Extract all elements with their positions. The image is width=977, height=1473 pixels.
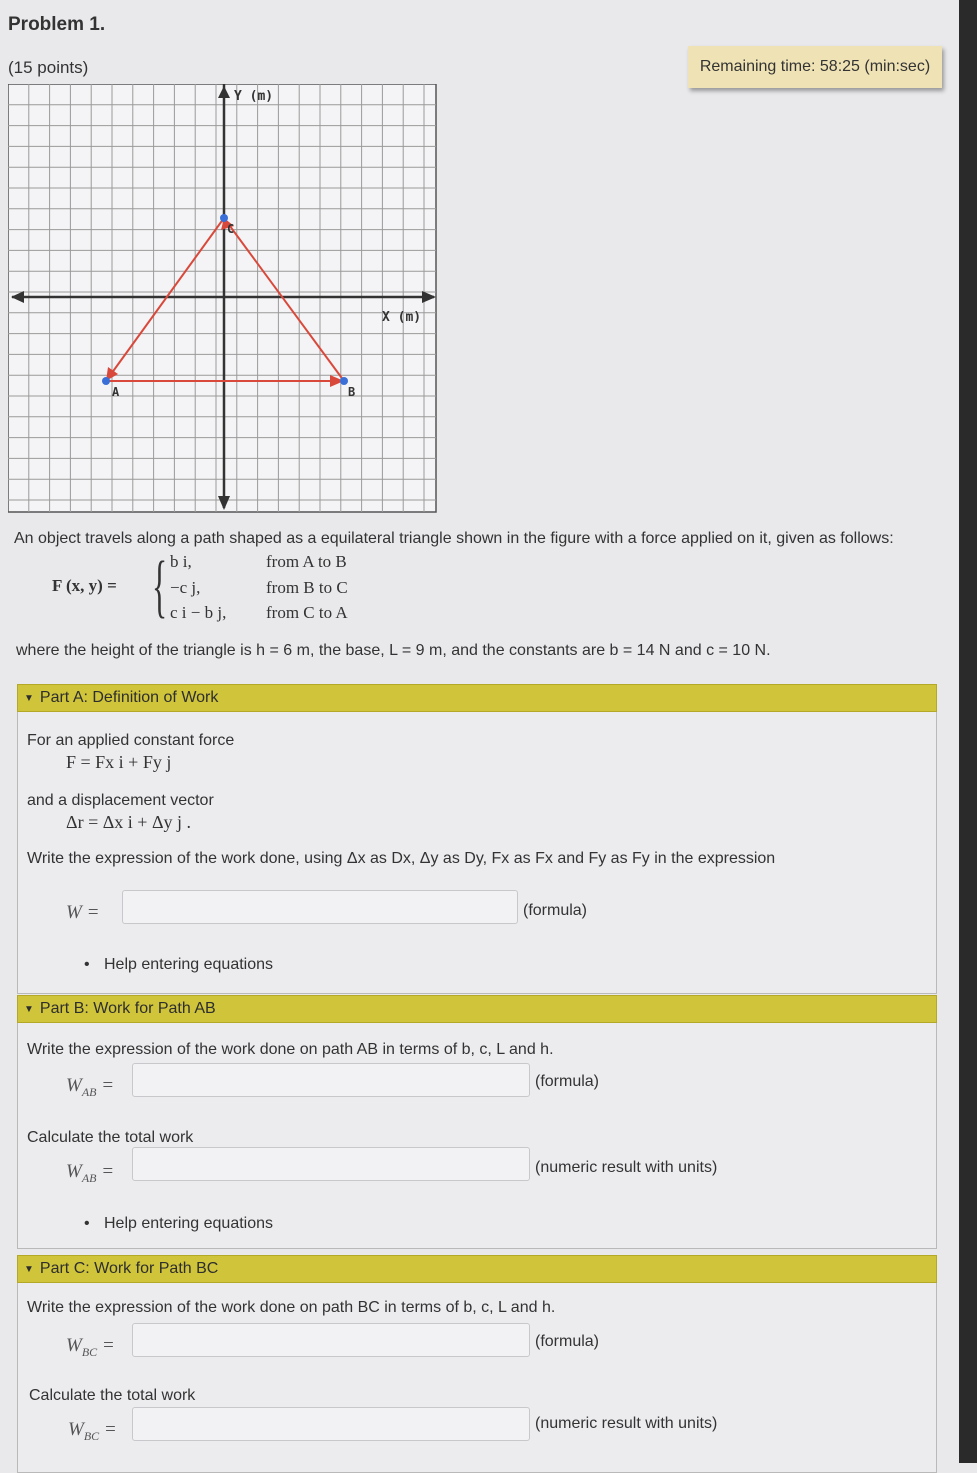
part-a-force-formula: F = Fx i + Fy j (66, 752, 172, 772)
triangle-path-figure (8, 84, 438, 514)
part-c-title: Part C: Work for Path BC (39, 1260, 219, 1277)
part-c-header[interactable] (17, 1255, 937, 1283)
part-a-displacement-text: and a displacement vector (27, 792, 214, 809)
point-b (340, 377, 348, 385)
case-cond-ab: from A to B (266, 552, 347, 571)
y-axis-label: Y (m) (234, 89, 274, 104)
part-b-formula-input[interactable] (132, 1063, 530, 1097)
part-b-help-link[interactable]: Help entering equations (104, 1215, 274, 1232)
collapse-triangle-icon: ▼ (24, 1263, 34, 1275)
point-b-label: B (348, 385, 356, 399)
part-a-header[interactable] (17, 684, 937, 712)
problem-intro-text: An object travels along a path shaped as a equilateral triangle shown in the figure with a force applied on it, given as follows: (14, 530, 894, 547)
bullet-dot: • (84, 1215, 90, 1232)
part-c-formula-label: $W_{BC}$ = (66, 1335, 115, 1359)
point-c-label: C (227, 222, 235, 236)
part-a-body (17, 712, 937, 994)
collapse-triangle-icon: ▼ (24, 692, 34, 704)
part-b-numeric-hint: (numeric result with units) (535, 1159, 718, 1176)
part-b-body (17, 1023, 937, 1249)
part-a-title: Part A: Definition of Work (39, 689, 219, 706)
problem-parameters: where the height of the triangle is h = 6 m, the base, L = 9 m, and the constants are b = 14 N and c = 10 N. (16, 642, 771, 659)
part-b-formula-hint: (formula) (535, 1073, 600, 1090)
part-c-body (17, 1283, 937, 1473)
case-expr-ab: b i, (170, 552, 192, 571)
part-c-numeric-label: $W_{BC}$ = (68, 1419, 117, 1443)
remaining-time-text: Remaining time: 58:25 (min:sec) (699, 58, 931, 75)
part-b-instruction: Write the expression of the work done on path AB in terms of b, c, L and h. (27, 1041, 554, 1058)
screen-edge (959, 0, 977, 1463)
x-axis-label: X (m) (382, 310, 422, 325)
part-a-work-formula-input[interactable] (122, 890, 518, 924)
part-c-formula-input[interactable] (132, 1323, 530, 1357)
case-cond-bc: from B to C (266, 578, 348, 597)
case-expr-bc: −c j, (170, 578, 201, 597)
problem-title: Problem 1. (8, 14, 106, 35)
part-a-instruction: Write the expression of the work done, using Δx as Dx, Δy as Dy, Fx as Fx and Fy as Fy in the expression (27, 850, 776, 867)
point-a-label: A (112, 385, 120, 399)
part-c-calc-text: Calculate the total work (29, 1387, 196, 1404)
cases-brace: { (152, 548, 168, 625)
part-c-numeric-hint: (numeric result with units) (535, 1415, 718, 1432)
part-a-w-label: W = (66, 902, 100, 923)
bullet-dot: • (84, 956, 90, 973)
part-a-displacement-formula: Δr = Δx i + Δy j . (66, 812, 192, 832)
case-expr-ca: c i − b j, (170, 603, 227, 622)
remaining-time-badge (688, 46, 942, 88)
part-b-numeric-label: $W_{AB}$ = (66, 1161, 115, 1185)
part-b-header[interactable] (17, 995, 937, 1023)
part-c-instruction: Write the expression of the work done on path BC in terms of b, c, L and h. (27, 1299, 556, 1316)
point-a (102, 377, 110, 385)
part-a-help-link[interactable]: Help entering equations (104, 956, 274, 973)
part-b-calc-text: Calculate the total work (27, 1129, 194, 1146)
part-c-numeric-input[interactable] (132, 1407, 530, 1441)
force-lhs: F (x, y) = (52, 576, 117, 595)
part-a-force-text: For an applied constant force (27, 732, 235, 749)
part-b-numeric-input[interactable] (132, 1147, 530, 1181)
part-c-formula-hint: (formula) (535, 1333, 600, 1350)
collapse-triangle-icon: ▼ (24, 1003, 34, 1015)
part-b-title: Part B: Work for Path AB (39, 1000, 216, 1017)
point-c (220, 214, 228, 222)
part-b-formula-label: $W_{AB}$ = (66, 1075, 115, 1099)
force-definition (52, 548, 412, 626)
problem-points: (15 points) (8, 58, 89, 77)
case-cond-ca: from C to A (266, 603, 348, 622)
part-a-formula-hint: (formula) (523, 902, 588, 919)
